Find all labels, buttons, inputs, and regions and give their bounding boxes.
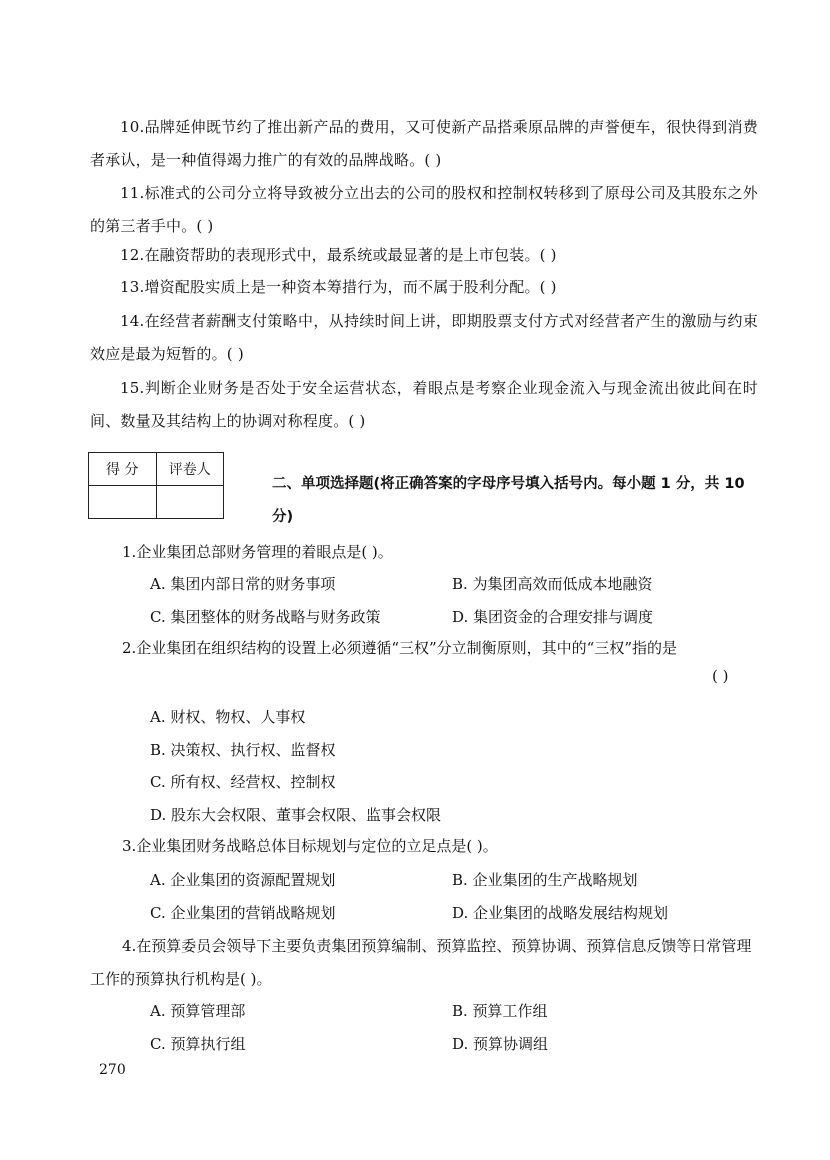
tf-question-12: 12.在融资帮助的表现形式中，最系统或最显著的是上市包装。( ) bbox=[120, 246, 557, 264]
mc-question-4-option-b: B. 预算工作组 bbox=[452, 1002, 548, 1020]
mc-question-4-option-d: D. 预算协调组 bbox=[452, 1035, 549, 1053]
mc-question-1-stem: 1.企业集团总部财务管理的着眼点是( )。 bbox=[122, 543, 393, 561]
tf-question-11: 11.标准式的公司分立将导致被分立出去的公司的股权和控制权转移到了原母公司及其股东之外的第三者手中。( ) bbox=[90, 184, 758, 235]
grader-label: 评卷人 bbox=[156, 453, 224, 486]
page-number: 270 bbox=[99, 1062, 126, 1078]
score-box bbox=[88, 452, 224, 519]
mc-question-2-option-d: D. 股东大会权限、董事会权限、监事会权限 bbox=[150, 806, 442, 824]
mc-question-1-option-c: C. 集团整体的财务战略与财务政策 bbox=[150, 608, 381, 626]
tf-question-10: 10.品牌延伸既节约了推出新产品的费用，又可使新产品搭乘原品牌的声誉便车，很快得到消费者承认，是一种值得竭力推广的有效的品牌战略。( ) bbox=[90, 118, 758, 169]
mc-question-3-option-a: A. 企业集团的资源配置规划 bbox=[150, 871, 336, 889]
mc-question-1-option-d: D. 集团资金的合理安排与调度 bbox=[452, 608, 654, 626]
mc-question-2-option-a: A. 财权、物权、人事权 bbox=[150, 708, 306, 726]
mc-question-1-option-b: B. 为集团高效而低成本地融资 bbox=[452, 575, 653, 593]
mc-question-3-option-d: D. 企业集团的战略发展结构规划 bbox=[452, 904, 669, 922]
mc-question-1-option-a: A. 集团内部日常的财务事项 bbox=[150, 575, 336, 593]
score-label: 得 分 bbox=[89, 453, 157, 486]
mc-question-3-option-b: B. 企业集团的生产战略规划 bbox=[452, 871, 638, 889]
score-cell bbox=[89, 486, 157, 519]
mc-question-4-option-c: C. 预算执行组 bbox=[150, 1035, 246, 1053]
tf-question-13: 13.增资配股实质上是一种资本筹措行为，而不属于股利分配。( ) bbox=[120, 278, 557, 296]
tf-question-14: 14.在经营者薪酬支付策略中，从持续时间上讲，即期股票支付方式对经营者产生的激励与约束效应是最为短暂的。( ) bbox=[90, 312, 758, 363]
mc-question-3-stem: 3.企业集团财务战略总体目标规划与定位的立足点是( )。 bbox=[122, 837, 498, 855]
section-title: 二、单项选择题(将正确答案的字母序号填入括号内。每小题 1 分，共 10 分) bbox=[272, 476, 745, 525]
mc-question-2-option-c: C. 所有权、经营权、控制权 bbox=[150, 773, 336, 791]
mc-question-2-answer-paren: ( ) bbox=[712, 667, 729, 685]
mc-question-4-option-a: A. 预算管理部 bbox=[150, 1002, 246, 1020]
grader-cell bbox=[156, 486, 224, 519]
mc-question-2-stem: 2.企业集团在组织结构的设置上必须遵循“三权”分立制衡原则，其中的“三权”指的是 bbox=[122, 639, 677, 657]
mc-question-2-option-b: B. 决策权、执行权、监督权 bbox=[150, 741, 336, 759]
mc-question-4-stem: 4.在预算委员会领导下主要负责集团预算编制、预算监控、预算协调、预算信息反馈等日常管理工作的预算执行机构是( )。 bbox=[90, 937, 752, 988]
mc-question-3-option-c: C. 企业集团的营销战略规划 bbox=[150, 904, 336, 922]
tf-question-15: 15.判断企业财务是否处于安全运营状态，着眼点是考察企业现金流入与现金流出彼此间在时间、数量及其结构上的协调对称程度。( ) bbox=[90, 379, 758, 430]
